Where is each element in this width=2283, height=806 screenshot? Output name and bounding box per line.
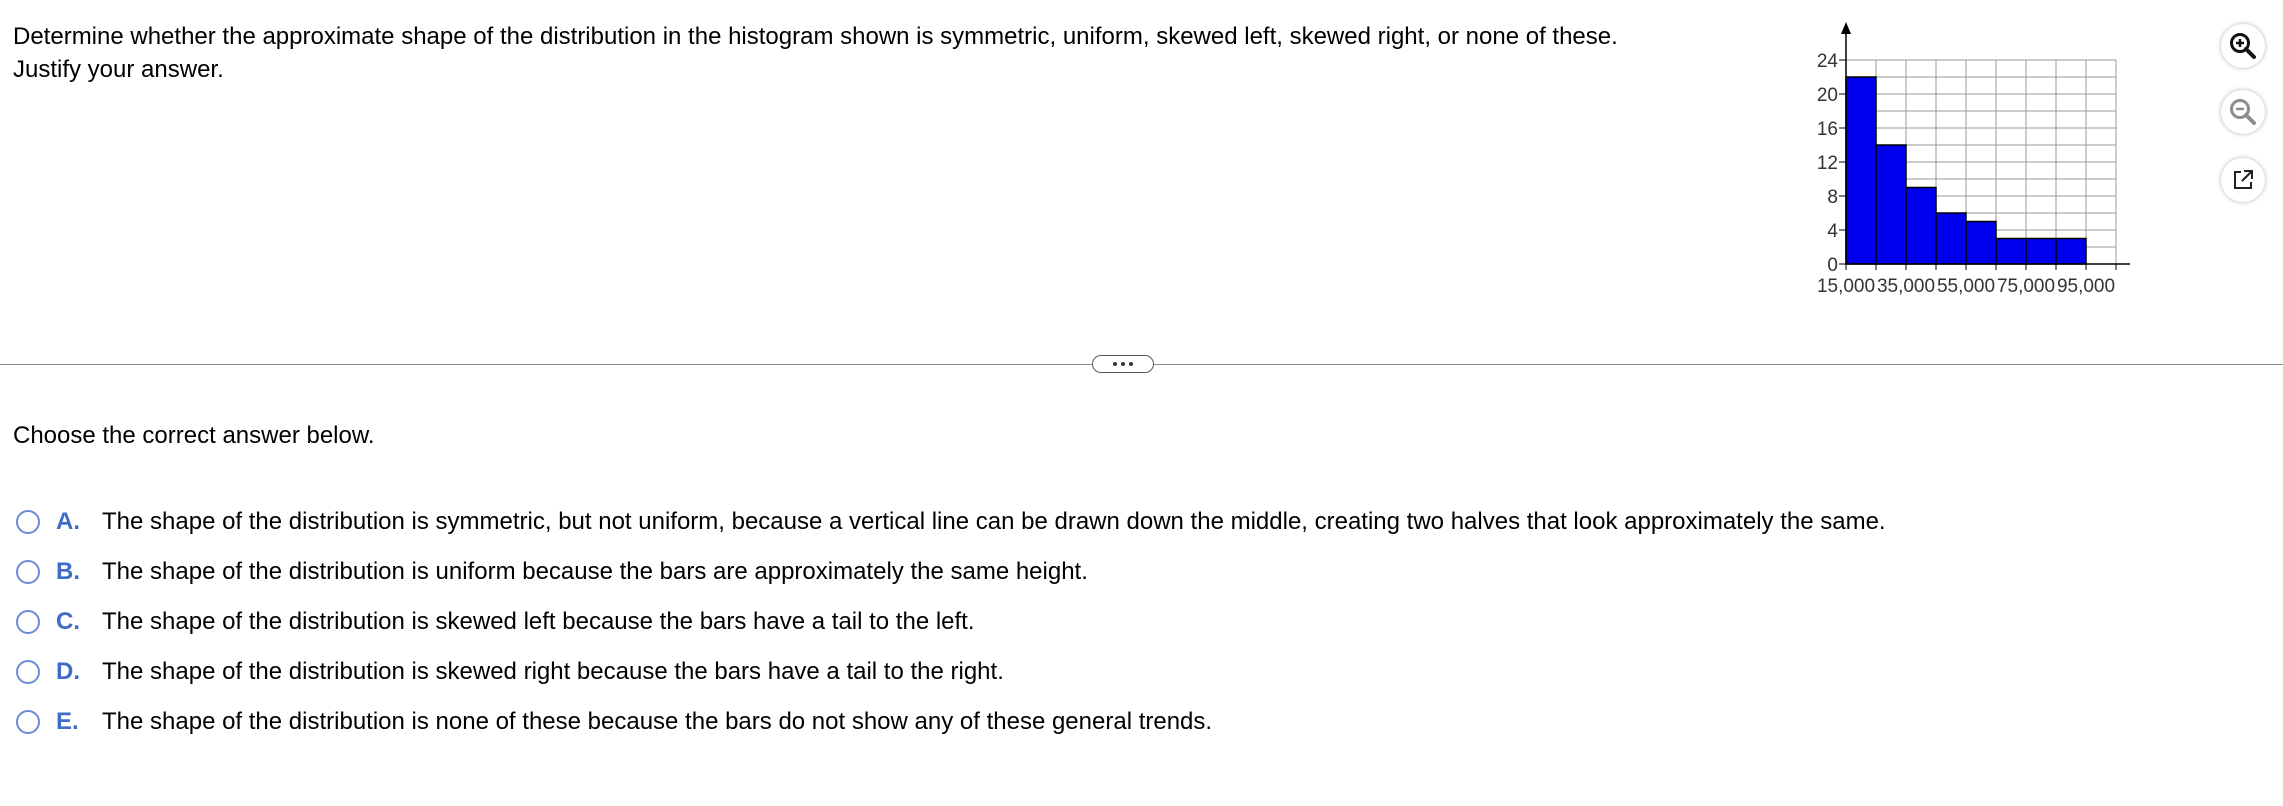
histogram-bar xyxy=(1876,145,1906,264)
answer-options xyxy=(16,497,1886,747)
question-text xyxy=(13,20,1753,86)
x-tick-label: 55,000 xyxy=(1936,276,1996,297)
expand-more-button[interactable] xyxy=(1092,355,1154,373)
option-letter: D. xyxy=(56,658,80,685)
radio-button[interactable] xyxy=(16,710,40,734)
option-text: The shape of the distribution is skewed right because the bars have a tail to the right. xyxy=(102,658,1004,685)
x-tick-label: 95,000 xyxy=(2056,276,2116,297)
zoom-out-button[interactable] xyxy=(2221,90,2265,134)
option-letter: C. xyxy=(56,608,80,635)
histogram-bar xyxy=(1936,213,1966,264)
radio-button[interactable] xyxy=(16,610,40,634)
magnifier-minus-icon xyxy=(2228,97,2258,127)
histogram-bar xyxy=(1996,239,2026,265)
histogram-bar xyxy=(1906,188,1936,265)
question-line-1: Determine whether the approximate shape of the distribution in the histogram shown is symmetric, uniform, skewed left, skewed right, or none of these. xyxy=(13,23,1618,50)
option-text: The shape of the distribution is skewed left because the bars have a tail to the left. xyxy=(102,608,975,635)
external-link-icon xyxy=(2230,167,2256,193)
y-axis-arrow xyxy=(1841,22,1851,34)
option-e[interactable] xyxy=(16,697,1886,747)
ellipsis-icon xyxy=(1113,362,1117,366)
magnifier-plus-icon xyxy=(2228,31,2258,61)
x-tick-label: 75,000 xyxy=(1996,276,2056,297)
y-tick-label: 12 xyxy=(1816,153,1838,174)
option-letter: E. xyxy=(56,708,79,735)
option-letter: B. xyxy=(56,558,80,585)
y-tick-label: 4 xyxy=(1827,221,1838,242)
option-text: The shape of the distribution is uniform because the bars are approximately the same height. xyxy=(102,558,1088,585)
histogram-bar xyxy=(2026,239,2056,265)
x-tick-label: 35,000 xyxy=(1876,276,1936,297)
radio-button[interactable] xyxy=(16,660,40,684)
radio-button[interactable] xyxy=(16,510,40,534)
option-b[interactable] xyxy=(16,547,1886,597)
histogram-bar xyxy=(1966,222,1996,265)
option-d[interactable] xyxy=(16,647,1886,697)
histogram-bar xyxy=(1846,77,1876,264)
y-tick-label: 24 xyxy=(1816,51,1838,72)
histogram xyxy=(1790,22,2130,312)
x-tick-label: 15,000 xyxy=(1816,276,1876,297)
radio-button[interactable] xyxy=(16,560,40,584)
option-c[interactable] xyxy=(16,597,1886,647)
y-tick-label: 0 xyxy=(1827,255,1838,276)
histogram-svg xyxy=(1790,22,2130,312)
question-line-2: Justify your answer. xyxy=(13,56,224,83)
zoom-in-button[interactable] xyxy=(2221,24,2265,68)
option-letter: A. xyxy=(56,508,80,535)
option-text: The shape of the distribution is none of these because the bars do not show any of these general trends. xyxy=(102,708,1213,735)
y-tick-label: 8 xyxy=(1827,187,1838,208)
histogram-bar xyxy=(2056,239,2086,265)
y-tick-label: 20 xyxy=(1816,85,1838,106)
answer-prompt: Choose the correct answer below. xyxy=(13,422,375,449)
option-a[interactable] xyxy=(16,497,1886,547)
option-text: The shape of the distribution is symmetric, but not uniform, because a vertical line can be drawn down the middle, creating two halves that look approximately the same. xyxy=(102,508,1886,535)
y-tick-label: 16 xyxy=(1816,119,1838,140)
popout-button[interactable] xyxy=(2221,158,2265,202)
